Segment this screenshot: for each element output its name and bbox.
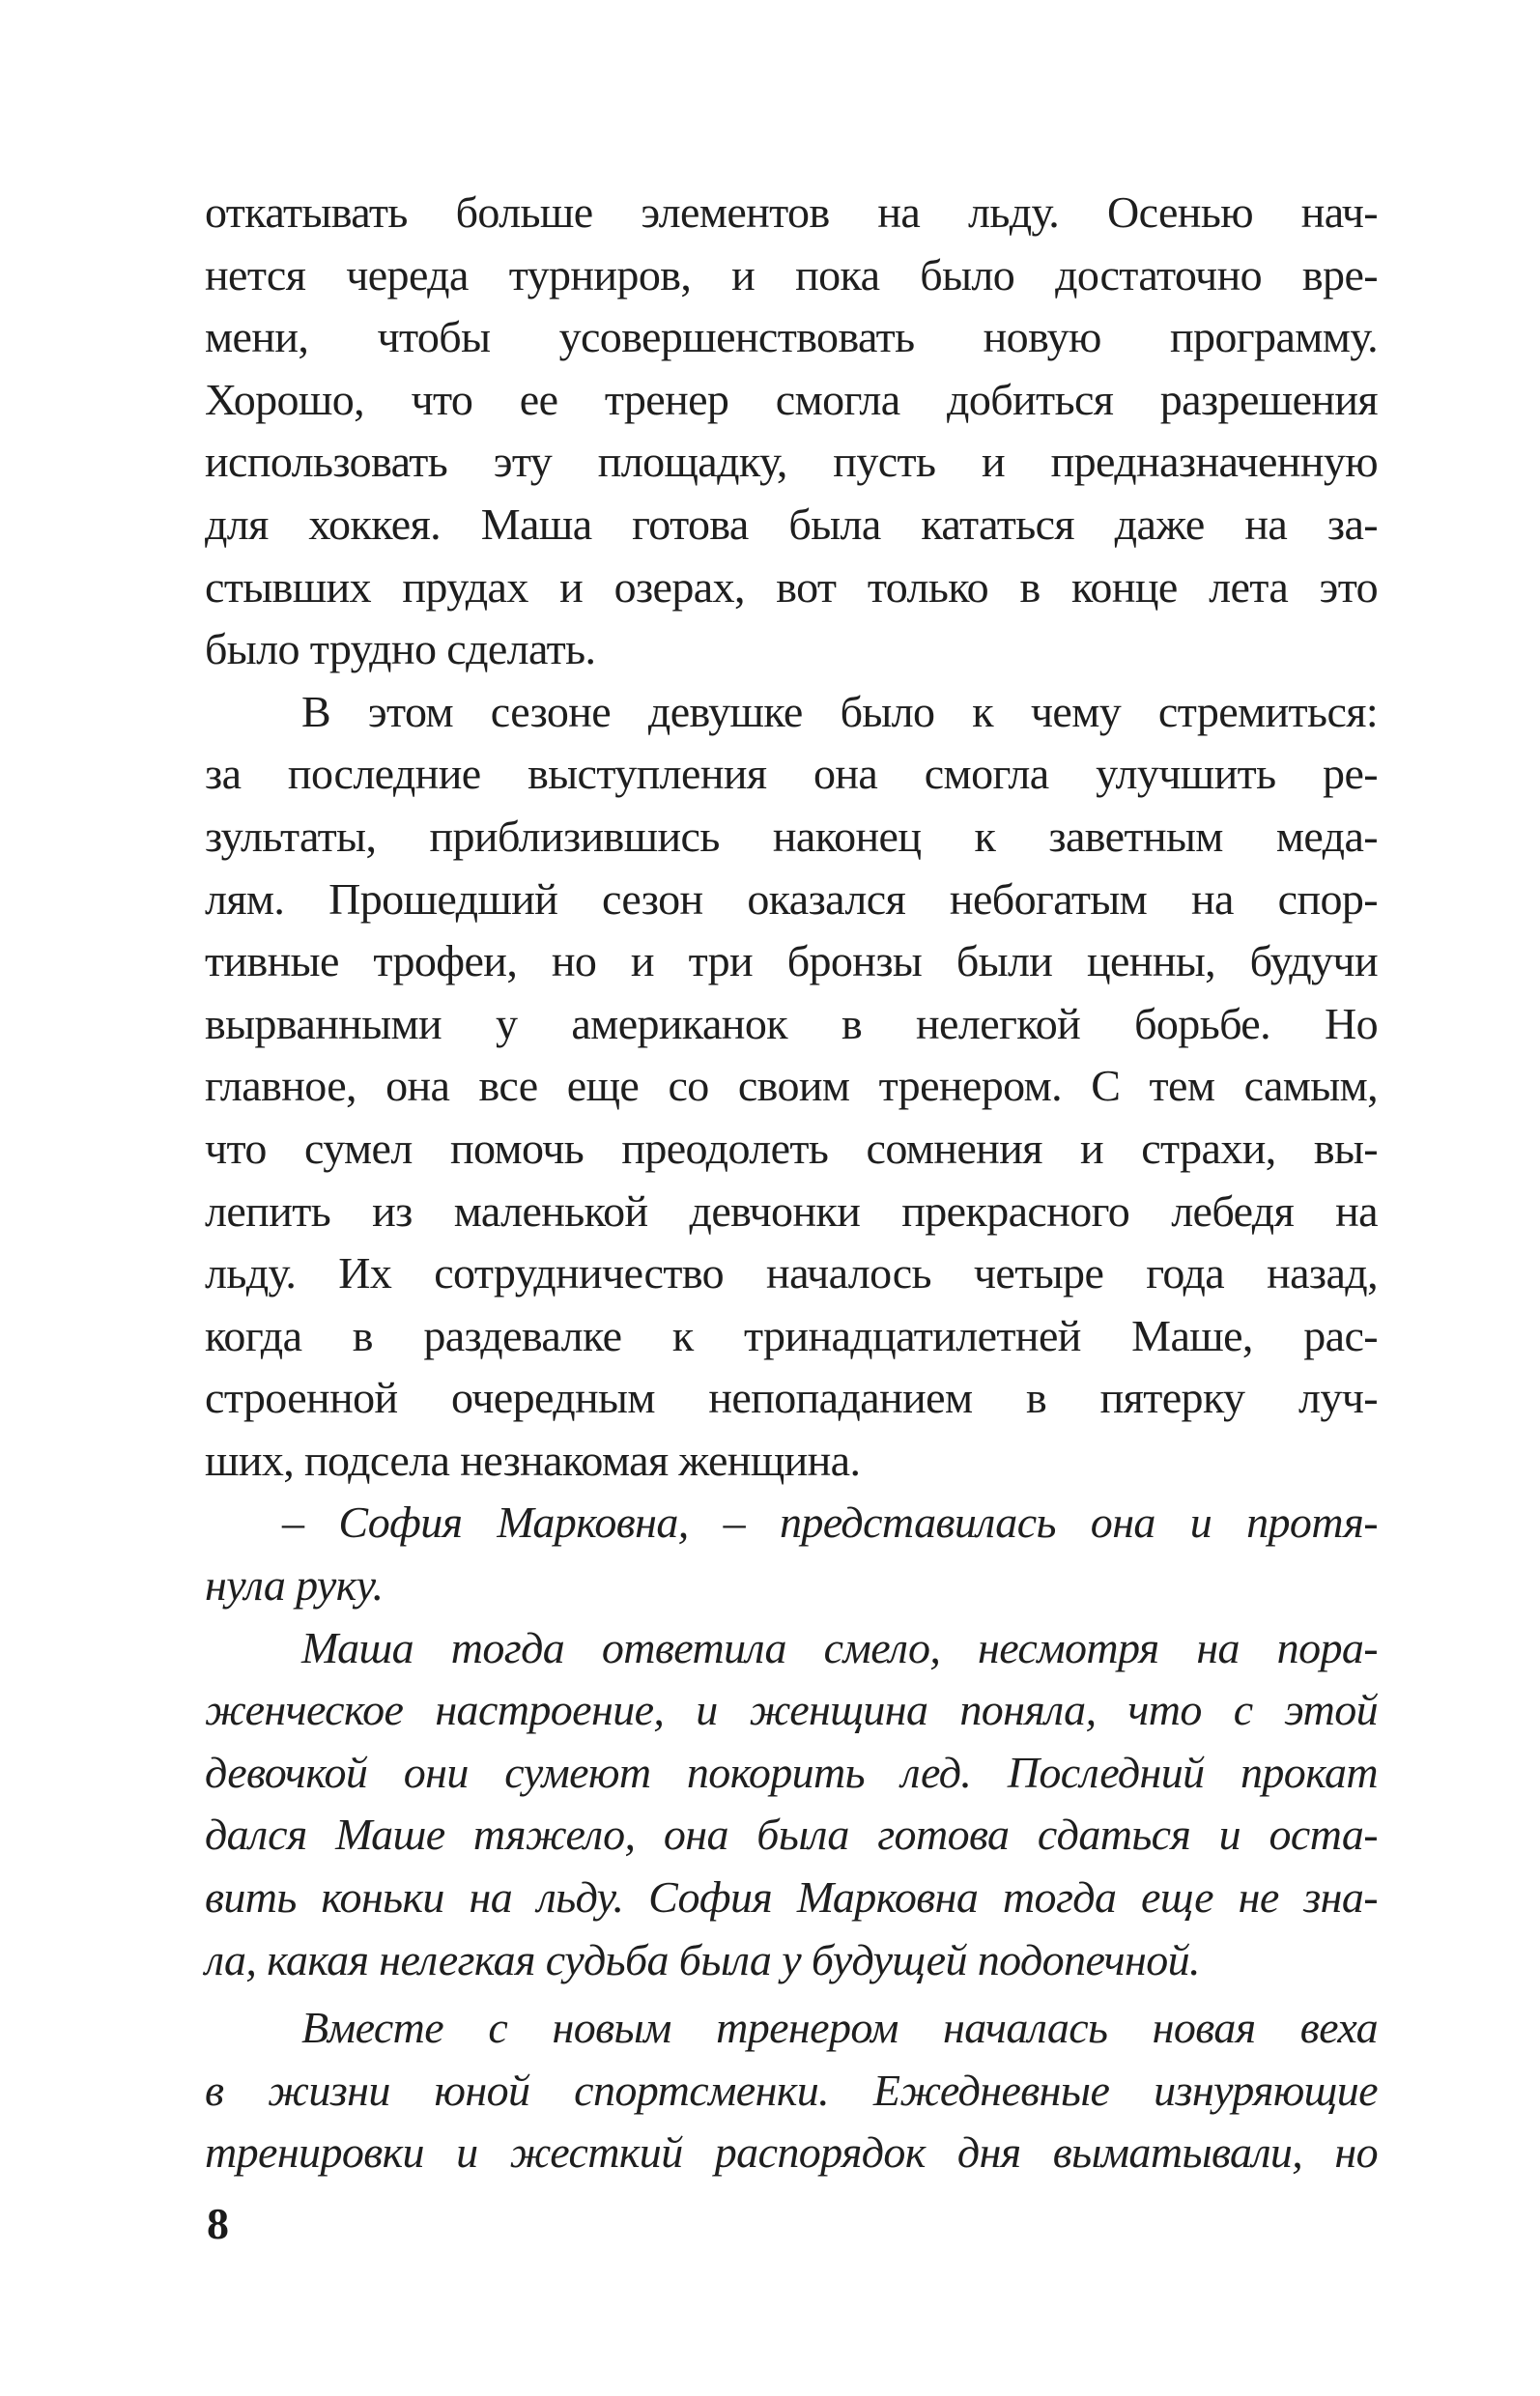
text-line: ших, подсела незнакомая женщина.: [205, 1435, 861, 1485]
text-line: в жизни юной спортсменки. Ежедневные изнуряющие: [205, 2065, 1378, 2115]
text-line: женческое настроение, и женщина поняла, что с этой: [205, 1685, 1378, 1735]
text-line: для хоккея. Маша готова была кататься даже на за-: [205, 499, 1378, 549]
text-line: нется череда турниров, и пока было достаточно вре-: [205, 249, 1378, 300]
text-line: стывших прудах и озерах, вот только в конце лета это: [205, 561, 1378, 612]
text-line: Маша тогда ответила смело, несмотря на пора-: [301, 1622, 1378, 1672]
text-line: нула руку.: [205, 1560, 384, 1611]
paragraph: [205, 1617, 1378, 1992]
text-line: строенной очередным непопаданием в пятерку луч-: [205, 1373, 1378, 1423]
paragraph: [205, 182, 1378, 681]
text-line: дался Маше тяжело, она была готова сдаться и оста-: [205, 1810, 1378, 1860]
text-line: льду. Их сотрудничество началось четыре года назад,: [205, 1248, 1378, 1298]
text-line: когда в раздевалке к тринадцатилетней Маше, рас-: [205, 1310, 1378, 1360]
text-line: что сумел помочь преодолеть сомнения и страхи, вы-: [205, 1123, 1378, 1173]
text-line: зультаты, приблизившись наконец к заветным меда-: [205, 811, 1378, 861]
text-line: вить коньки на льду. София Марковна тогда еще не зна-: [205, 1872, 1378, 1923]
text-line: Вместе с новым тренером началась новая веха: [301, 2003, 1378, 2053]
text-line: Хорошо, что ее тренер смогла добиться разрешения: [205, 374, 1378, 424]
text-line: откатывать больше элементов на льду. Осенью нач-: [205, 187, 1378, 237]
text-line: за последние выступления она смогла улучшить ре-: [205, 749, 1378, 799]
text-line: тренировки и жесткий распорядок дня выматывали, но: [205, 2127, 1378, 2178]
text-line: было трудно сделать.: [205, 624, 596, 674]
text-line: вырванными у американок в нелегкой борьбе. Но: [205, 998, 1378, 1048]
text-line: мени, чтобы усовершенствовать новую программу.: [205, 312, 1378, 362]
text-line: тивные трофеи, но и три бронзы были ценны, будучи: [205, 936, 1378, 986]
page-number: 8: [207, 2199, 229, 2248]
paragraph: [205, 1997, 1378, 2184]
dialogue-paragraph: [205, 1492, 1378, 1616]
text-line: лепить из маленькой девчонки прекрасного лебедя на: [205, 1185, 1378, 1236]
text-line: – София Марковна, – представилась она и протя-: [282, 1498, 1378, 1548]
paragraph: [205, 681, 1378, 1493]
text-line: В этом сезоне девушке было к чему стремиться:: [301, 686, 1378, 736]
text-line: девочкой они сумеют покорить лед. Последний прокат: [205, 1747, 1378, 1797]
text-line: главное, она все еще со своим тренером. С тем самым,: [205, 1061, 1378, 1111]
page-body: [205, 182, 1378, 2184]
text-line: ла, какая нелегкая судьба была у будущей подопечной.: [205, 1934, 1200, 1984]
text-line: лям. Прошедший сезон оказался небогатым на спор-: [205, 873, 1378, 924]
text-line: использовать эту площадку, пусть и предназначенную: [205, 437, 1378, 487]
